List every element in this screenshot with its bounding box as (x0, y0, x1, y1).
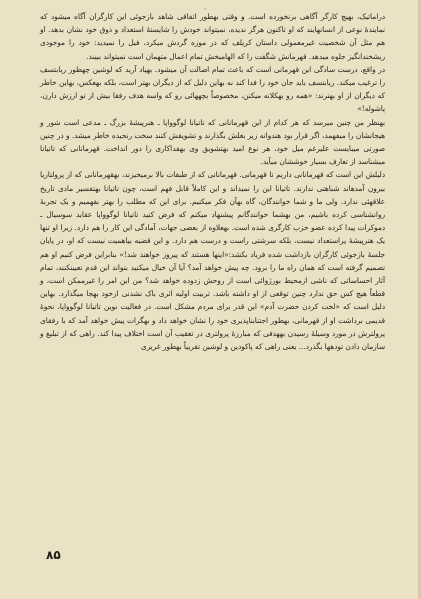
paragraph-1: دراماتیک، بهیچ کارگر آگاهی برنخورده است. و وقتی بهطور اتفاقی شاهد بازجوئی این کارگران آگاه میشود که نمایندهٔ نوعی از انسانهایند که او تاکنون هرگز ندیده، نمیتواند خودش را شایستهٔ استعداد و ذوق خود نشان بدهد. او هم مثل آن شخصیت غیرمعمولی داستان کریلف که در موزه گردش میکرد، فیل را نمیدید: خود را موجودی ریشخندانگیز جلوه میدهد. قهرمانش شگفت را که الهامبخش تمام اعمال متهمان است نمیتواند ببیند. (40, 12, 385, 61)
body-text (40, 10, 385, 353)
paragraph-2: در واقع، درست سادگی این قهرمانی است که باعث تمام اصالت آن میشود. بهیاد آرید که لوشین چهطور ریابتسف را ترغیب میکند. ریابتسف باید جان خود را فدا کند نه بهاین دلیل که از دیگران بهتر است، بلکه بهعکس، بهاین خاطر که دیگران از او بهترند: «همه رو بهکلانه میکنن، مخصوصاً بچههائی رو که واسه هدف رفقا بیش از تو ارزش دارن، پاشوله!» (40, 64, 385, 114)
paragraph-3: بهنظر من چنین میرسد که هر کدام از این قهرمانانی که تاتیانا لوگوواپا ـ هنرپیشهٔ بزرگ ـ مدعی است شور و هیجانشان را میفهمد، اگر قرار بود هندوانه زیر بغلش بگذارند و تشویقش کنند سخت رنجیده خاطر میشد. و در چنین صورتی میبایست علیرغم میل خود، هر نوع امید بهتشویق وی بهفداکاری را دور انداخت. قهرمانانی که تاتیانا میشناسد از تعارف بسیار خوششان میآید. (40, 117, 385, 167)
page-number: ۸۵ (46, 548, 61, 562)
paragraph-4: دلیلش این است که قهرمانانی داریم تا قهرمانی. قهرمانانی که از طبقات بالا برمیخیزند، بهقهرمانانی که از پرولتاریا بیرون آمدهاند شباهتی ندارند. تاتیانا این را نمیداند و این کاملاً قابل فهم است، چون تاتیانا بهتفسیر مادی تاریخ علاقهئی ندارد. ولی ما و شما خوانندگان، گاه بهآن فکر میکنیم. برای این که مطلب را بهتر بفهمیم و یک تجربهٔ روانشناسی کرده باشیم، من بهشما خوانندگانم پیشنهاد میکنم که فرض کنید تاتیانا لوگوواپا عقاید سوسیال ـ دموکرات پیدا کرده عضو حزب کارگری شده است. بهعلاوه از بعضی جهات، آمادگی این کار را هم دارد. زیرا او تنها یک هنرپیشهٔ پراستعداد نیست، بلکه سرشتی راست و درست هم دارد. و این قضیه بیاهمیت نیست که او، در پایان جلسهٔ بازجوئی کارگران بازداشت شده فریاد بکشد:«اینها هستند که پیروز خواهند شد!» بنابراین فرض کنیم او هم تصمیم گرفته است که همان راه ما را برود. چه پیش خواهد آمد؟ آیا آن خیال میکنید بتواند این قدم تعیینکنند، تمام آثار احساساتی که ناشی ازمحیط بورژوائی است از روحش زدوده خواهد شد؟ من این امر را غیرممکن است، و قطعاً هیچ کس حق ندارد چنین توقعی از او داشته باشد. تربیت اولیه اثری باک نشدنی ازخود بهجا میگذارد. بهاین دلیل است که «لخت کردن حضرت آدم» این قدر برای مردم مشکل است. در فعالیت نوین تاتیانا لوگوواپا، نحوهٔ قدیمی برداشت او از قهرمانی، بهطور اجتنابناپذیری خود را نشان خواهد داد و بهگرات پیش خواهد آمد که با رفقای پرولترش در مورد وسیلهٔ رسیدن بههدفی که مبارزهٔ پرولتری در تعقیب آن است اختلاف پیدا کند. راهی که از تبلیغ و سازمان دادن تودهها بگذرد... یعنی راهی که پاکودین و لوشین تقریباً بهطور غریزی (40, 170, 385, 352)
top-mark: ۰ (203, 4, 208, 13)
